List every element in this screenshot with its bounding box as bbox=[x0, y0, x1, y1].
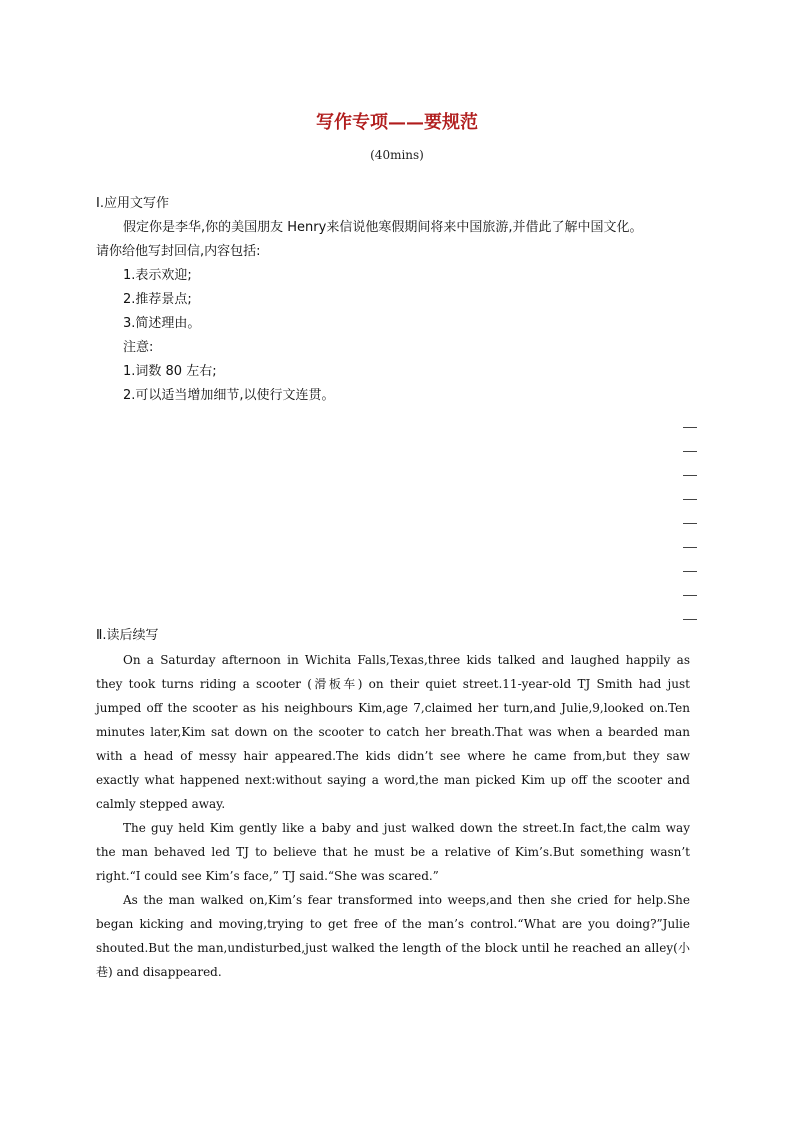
requirement-item-1: 1.表示欢迎; bbox=[123, 268, 192, 283]
answer-line bbox=[683, 499, 697, 500]
story-paragraph-3: As the man walked on,Kim’s fear transformed into weeps,and then she cried for help.She began kicking and moving,trying to get free of the man’s control.“What are you doing?”Julie shouted.But the man,undisturbed,just walked the length of the block until he reached an alley(小巷) and disappeared. bbox=[96, 893, 690, 979]
requirement-item-3: 3.简述理由。 bbox=[123, 316, 201, 331]
answer-line bbox=[683, 595, 697, 596]
story-paragraph-1: On a Saturday afternoon in Wichita Falls,Texas,three kids talked and laughed happily as they took turns riding a scooter (滑板车) on their quiet street.11-year-old TJ Smith had just jumped off the scooter as his neighbours Kim,age 7,claimed her turn,and Julie,9,looked on.Ten minutes later,Kim sat down on the scooter to catch her breath.That was when a bearded man with a head of messy hair appeared.The kids didn’t see where he came from,but they saw exactly what happened next:without saying a word,the man picked Kim up off the scooter and calmly stepped away. bbox=[96, 653, 690, 811]
section1-prompt-line1: 假定你是李华,你的美国朋友 Henry来信说他寒假期间将来中国旅游,并借此了解中国文化。 bbox=[123, 220, 643, 235]
page-title: 写作专项——要规范 bbox=[316, 112, 478, 133]
note-item-1: 1.词数 80 左右; bbox=[123, 364, 217, 379]
story-paragraph-2: The guy held Kim gently like a baby and just walked down the street.In fact,the calm way the man behaved led TJ to believe that he must be a relative of Kim’s.But something wasn’t right.“I could see Kim’s face,” TJ said.“She was scared.” bbox=[96, 821, 690, 883]
note-item-2: 2.可以适当增加细节,以使行文连贯。 bbox=[123, 388, 335, 403]
answer-line bbox=[683, 523, 697, 524]
answer-line bbox=[683, 619, 697, 620]
section2-heading: Ⅱ.读后续写 bbox=[96, 628, 159, 643]
section1-heading: Ⅰ.应用文写作 bbox=[96, 196, 169, 211]
answer-line bbox=[683, 451, 697, 452]
answer-line bbox=[683, 547, 697, 548]
time-limit: (40mins) bbox=[370, 148, 424, 162]
requirement-item-2: 2.推荐景点; bbox=[123, 292, 192, 307]
note-label: 注意: bbox=[123, 340, 154, 355]
section1-prompt-line2: 请你给他写封回信,内容包括: bbox=[96, 244, 261, 259]
answer-line bbox=[683, 571, 697, 572]
answer-line bbox=[683, 475, 697, 476]
answer-line bbox=[683, 427, 697, 428]
